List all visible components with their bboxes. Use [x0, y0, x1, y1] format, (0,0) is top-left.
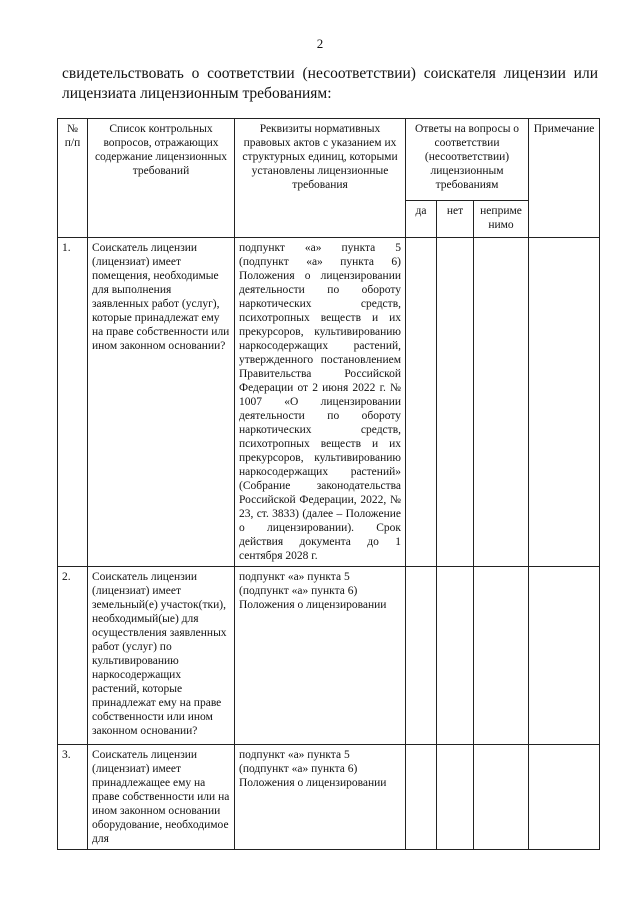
- table-header-row: [58, 119, 600, 201]
- answer-na-cell: [474, 745, 529, 850]
- answer-yes-cell: [406, 567, 437, 745]
- row-number: 3.: [58, 745, 88, 850]
- note-cell: [529, 567, 600, 745]
- answer-na-cell: [474, 238, 529, 567]
- row-number: 2.: [58, 567, 88, 745]
- header-yes: да: [406, 201, 437, 238]
- header-answers: Ответы на вопросы о соответствии (несоответствии) лицензионным требованиям: [406, 119, 529, 201]
- row-question: Соискатель лицензии (лицензиат) имеет земельный(е) участок(тки), необходимый(ые) для осуществления заявленных работ (услуг) по культивированию наркосодержащих растений, которые принадлежат ему на праве собственности или ином законном основании?: [88, 567, 235, 745]
- answer-no-cell: [437, 745, 474, 850]
- row-requisite: подпункт «а» пункта 5 (подпункт «а» пункта 6) Положения о лицензировании: [235, 745, 406, 850]
- table-row: [58, 238, 600, 567]
- header-requisites: Реквизиты нормативных правовых актов с указанием их структурных единиц, которыми установлены лицензионные требования: [235, 119, 406, 238]
- answer-no-cell: [437, 238, 474, 567]
- table-row: [58, 745, 600, 850]
- answer-no-cell: [437, 567, 474, 745]
- note-cell: [529, 238, 600, 567]
- row-number: 1.: [58, 238, 88, 567]
- header-no: нет: [437, 201, 474, 238]
- answer-yes-cell: [406, 745, 437, 850]
- header-number: № п/п: [58, 119, 88, 238]
- header-questions: Список контрольных вопросов, отражающих содержание лицензионных требований: [88, 119, 235, 238]
- header-note: Примечание: [529, 119, 600, 238]
- row-requisite: подпункт «а» пункта 5 (подпункт «а» пункта 6) Положения о лицензировании: [235, 567, 406, 745]
- row-question: Соискатель лицензии (лицензиат) имеет принадлежащее ему на праве собственности или на ином законном основании оборудование, необходимое для: [88, 745, 235, 850]
- page-number: 2: [316, 36, 324, 51]
- note-cell: [529, 745, 600, 850]
- checklist-table: [57, 118, 600, 850]
- table-row: [58, 567, 600, 745]
- answer-yes-cell: [406, 238, 437, 567]
- row-question: Соискатель лицензии (лицензиат) имеет помещения, необходимые для выполнения заявленных работ (услуг), которые принадлежат ему на праве собственности или ином законном основании?: [88, 238, 235, 567]
- intro-paragraph: свидетельствовать о соответствии (несоответствии) соискателя лицензии или лицензиата лицензионным требованиям:: [62, 65, 598, 102]
- header-not-applicable: неприме нимо: [474, 201, 529, 238]
- answer-na-cell: [474, 567, 529, 745]
- row-requisite: подпункт «а» пункта 5 (подпункт «а» пункта 6) Положения о лицензировании деятельности по обороту наркотических средств, психотропных веществ и их прекурсоров, культивированию наркосодержащих растений, утвержденного постановлением Правительства Российской Федерации от 2 июня 2022 г. № 1007 «О лицензировании деятельности по обороту наркотических средств, психотропных веществ и их прекурсоров, культивированию наркосодержащих растений» (Собрание законодательства Российской Федерации, 2022, № 23, ст. 3833) (далее – Положение о лицензировании). Срок действия документа до 1 сентября 2028 г.: [235, 238, 406, 567]
